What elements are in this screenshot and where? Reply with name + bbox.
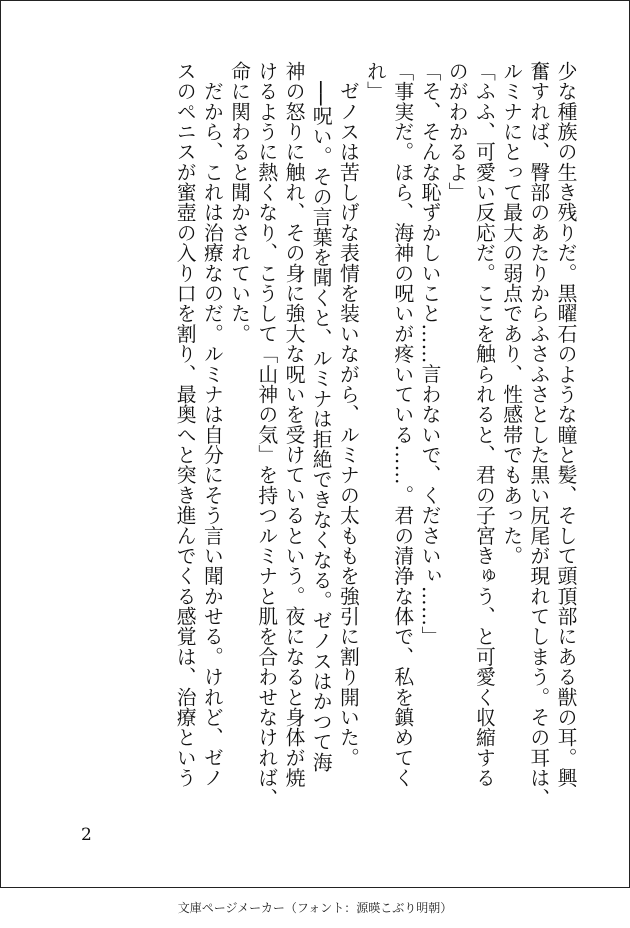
text-line: 少な種族の生き残りだ。黒曜石のような瞳と髪、そして頭頂部にある獣の耳。興 <box>554 61 577 788</box>
text-line: れ」 <box>363 61 387 102</box>
text-line: 命に関わると聞かされていた。 <box>227 61 251 344</box>
text-line: ゼノスは苦しげな表情を装いながら、ルミナの太ももを強引に割り開いた。 <box>336 61 360 768</box>
text-line: けるように熱くなり、こうして「山神の気」を持つルミナと肌を合わせなければ、 <box>254 61 278 809</box>
page-number: 2 <box>81 825 92 845</box>
text-line: ──呪い。その言葉を聞くと、ルミナは拒絶できなくなる。ゼノスはかつて海 <box>309 61 333 773</box>
footer-caption: 文庫ページメーカー（フォント：源暎こぶり明朝） <box>177 901 453 915</box>
text-line: 奮すれば、臀部のあたりからふさふさとした黒い尻尾が現れてしまう。その耳は、 <box>526 61 550 809</box>
text-line: 神の怒りに触れ、その身に強大な呪いを受けているという。夜になると身体が焼 <box>281 61 305 788</box>
text-line: だから、これは治療なのだ。ルミナは自分にそう言い聞かせる。けれど、ゼノ <box>200 61 224 788</box>
text-line: のがわかるよ」 <box>445 61 469 203</box>
vertical-body-text <box>171 61 579 809</box>
text-line: 「そ、そんな恥ずかしいこと……言わないで、くださいぃ……」 <box>417 61 441 647</box>
text-line: スのペニスが蜜壺の入り口を割り、最奥へと突き進んでくる感覚は、治療という <box>173 61 197 788</box>
text-line: 「事実だ。ほら、海神の呪いが疼いている……。君の清浄な体で、私を鎮めてく <box>390 61 414 788</box>
text-line: 「ふふ、可愛い反応だ。ここを触られると、君の子宮きゅう、と可愛く収縮する <box>472 61 496 788</box>
text-line: ルミナにとって最大の弱点であり、性感帯でもあった。 <box>499 61 523 566</box>
